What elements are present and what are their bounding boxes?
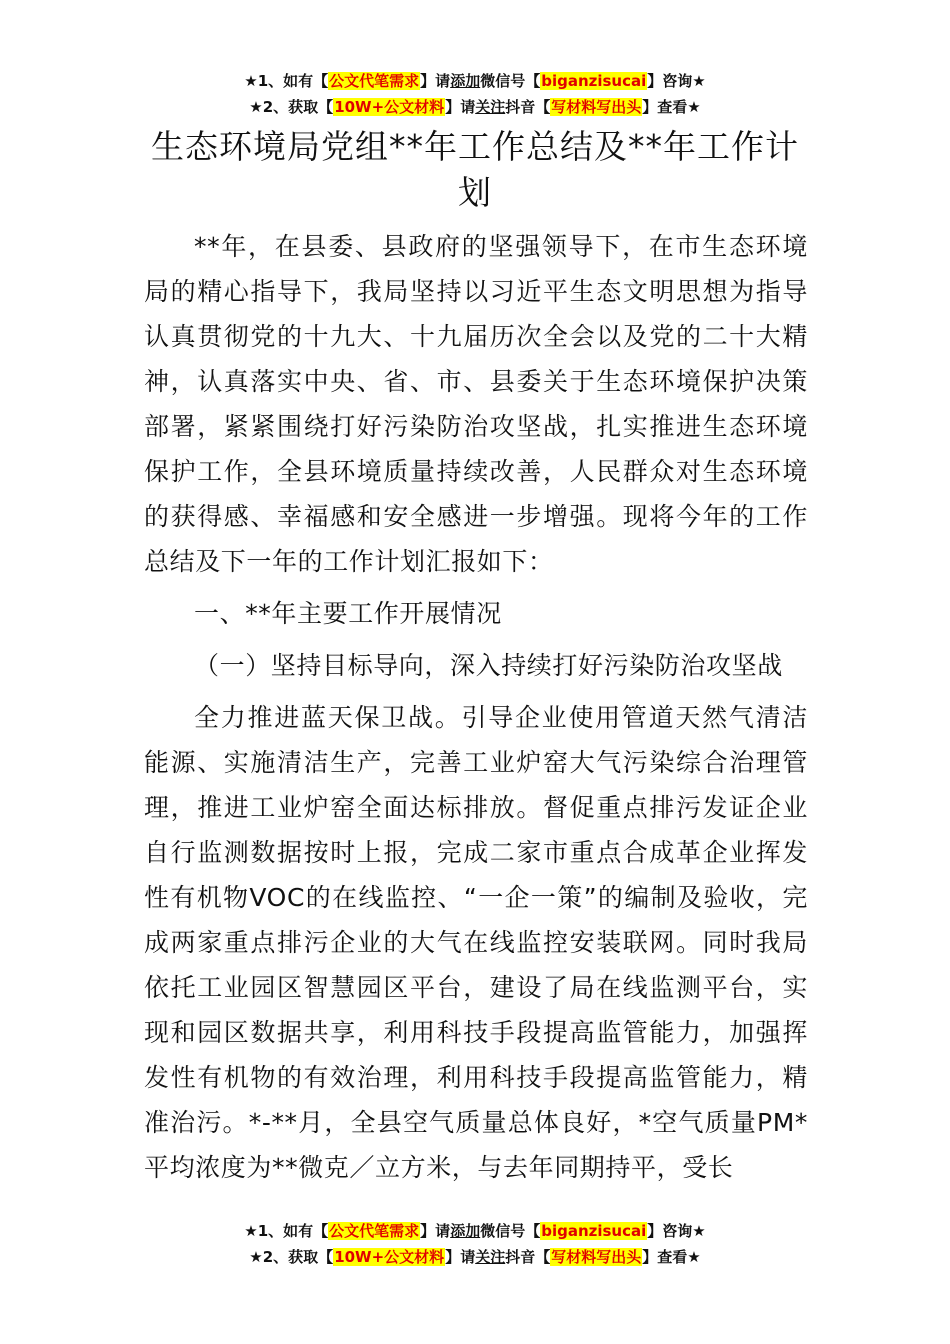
subsection-heading: （一）坚持目标导向，深入持续打好污染防治攻坚战 (194, 651, 783, 680)
banner-highlight: 10W+公文材料 (334, 98, 445, 116)
section-heading: 一、**年主要工作开展情况 (194, 599, 502, 628)
banner-highlight: 10W+公文材料 (334, 1248, 445, 1266)
banner-douyin-id: 写材料写出头 (551, 1248, 642, 1266)
banner-line-2: ★2、获取【10W+公文材料】请关注抖音【写材料写出头】查看★ (249, 98, 701, 116)
banner-line-1: ★1、如有【公文代笔需求】请添加微信号【biganzisucai】咨询★ (244, 72, 706, 90)
banner-wechat-id: biganzisucai (541, 72, 647, 90)
intro-paragraph: **年，在县委、县政府的坚强领导下，在市生态环境局的精心指导下，我局坚持以习近平生态文明思想为指导认真贯彻党的十九大、十九届历次全会以及党的二十大精神，认真落实中央、省、市、县委关于生态环境保护决策部署，紧紧围绕打好污染防治攻坚战，扎实推进生态环境保护工作，全县环境质量持续改善，人民群众对生态环境的获得感、幸福感和安全感进一步增强。现将今年的工作总结及下一年的工作计划汇报如下： (144, 232, 808, 576)
body-paragraph: 全力推进蓝天保卫战。引导企业使用管道天然气清洁能源、实施清洁生产，完善工业炉窑大气污染综合治理管理，推进工业炉窑全面达标排放。督促重点排污发证企业自行监测数据按时上报，完成二家市重点合成革企业挥发性有机物VOC的在线监控、“一企一策”的编制及验收，完成两家重点排污企业的大气在线监控安装联网。同时我局依托工业园区智慧园区平台，建设了局在线监测平台，实现和园区数据共享，利用科技手段提高监管能力，加强挥发性有机物的有效治理，利用科技手段提高监管能力，精准治污。*-**月，全县空气质量总体良好，*空气质量PM*平均浓度为**微克／立方米，与去年同期持平，受长 (144, 703, 808, 1182)
footer-banner (0, 1218, 950, 1270)
header-banner (0, 68, 950, 120)
document-body (144, 224, 808, 1190)
document-title: 生态环境局党组**年工作总结及**年工作计划 (151, 127, 799, 212)
banner-line-1: ★1、如有【公文代笔需求】请添加微信号【biganzisucai】咨询★ (244, 1222, 706, 1240)
banner-line-2: ★2、获取【10W+公文材料】请关注抖音【写材料写出头】查看★ (249, 1248, 701, 1266)
banner-douyin-id: 写材料写出头 (551, 98, 642, 116)
banner-highlight: 公文代笔需求 (329, 1222, 420, 1240)
banner-wechat-id: biganzisucai (541, 1222, 647, 1240)
banner-highlight: 公文代笔需求 (329, 72, 420, 90)
